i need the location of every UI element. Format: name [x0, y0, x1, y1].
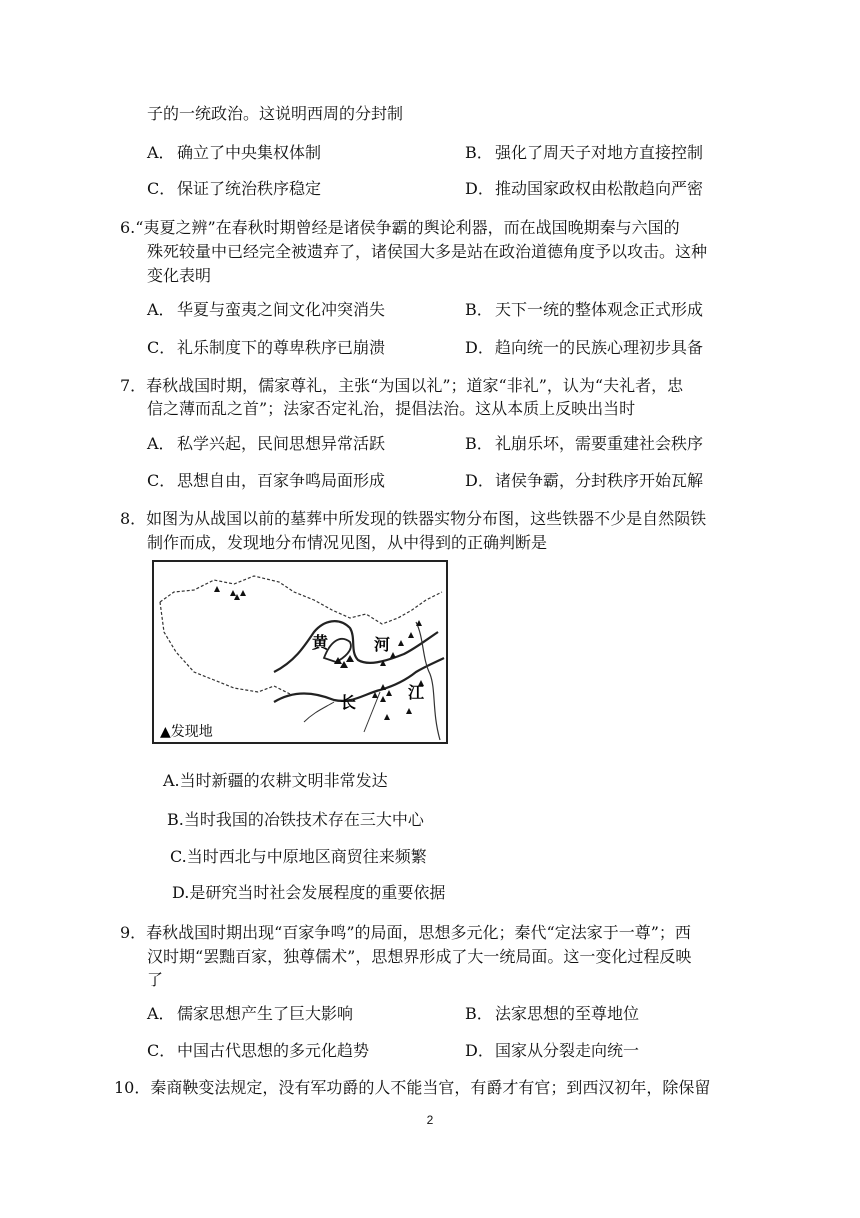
- option-label: D．: [465, 471, 494, 490]
- option-label: B．: [465, 300, 493, 319]
- option-label: B．: [465, 1004, 493, 1023]
- map-label-huang: 黄: [312, 633, 329, 652]
- option-text: 天下一统的整体观念正式形成: [495, 300, 704, 319]
- q5-stem-continuation: 子的一统政治。这说明西周的分封制: [147, 104, 404, 123]
- option-label: D．: [465, 338, 494, 357]
- q7-option-c[interactable]: [147, 470, 385, 492]
- find-marker: [380, 684, 386, 690]
- option-text: 礼乐制度下的尊卑秩序已崩溃: [177, 338, 386, 357]
- option-label: A．: [147, 434, 175, 453]
- q5-option-c[interactable]: [147, 178, 321, 200]
- q7-stem-line2: 信之薄而乱之首”；法家否定礼治，提倡法治。这从本质上反映出当时: [147, 399, 636, 418]
- find-marker: [340, 661, 348, 668]
- map-label-he: 河: [374, 635, 391, 654]
- find-marker: [214, 586, 220, 592]
- option-label: C．: [147, 179, 176, 198]
- q10-stem-line1: 10．秦商鞅变法规定，没有军功爵的人不能当官，有爵才有官；到西汉初年，除保留: [114, 1078, 711, 1097]
- option-text: 儒家思想产生了巨大影响: [177, 1004, 354, 1023]
- find-marker: [408, 632, 414, 638]
- q6-option-b[interactable]: [465, 299, 703, 321]
- option-text: 确立了中央集权体制: [177, 143, 322, 162]
- option-label: C．: [147, 338, 176, 357]
- q6-stem-line2: 殊死较量中已经完全被遗弃了，诸侯国大多是站在政治道德角度予以攻击。这种: [147, 242, 708, 261]
- q8-option-c[interactable]: C.当时西北与中原地区商贸往来频繁: [170, 847, 427, 866]
- option-label: B．: [465, 143, 493, 162]
- q7-option-a[interactable]: [147, 433, 385, 455]
- option-text: 保证了统治秩序稳定: [177, 179, 322, 198]
- option-label: C．: [147, 471, 176, 490]
- find-marker: [390, 652, 396, 658]
- q8-option-a[interactable]: A.当时新疆的农耕文明非常发达: [163, 771, 388, 790]
- option-text: 中国古代思想的多元化趋势: [177, 1041, 370, 1060]
- option-label: B．: [465, 434, 493, 453]
- find-marker: [240, 590, 246, 596]
- q6-stem-line3: 变化表明: [147, 266, 212, 285]
- option-label: A．: [147, 300, 175, 319]
- find-marker: [334, 657, 342, 664]
- map-label-chang: 长: [340, 693, 357, 712]
- q9-option-a[interactable]: [147, 1003, 353, 1025]
- q9-option-b[interactable]: [465, 1003, 639, 1025]
- yellow-river-line: [274, 621, 438, 672]
- q9-stem-line3: 了: [147, 970, 164, 989]
- find-marker: [384, 714, 390, 720]
- find-marker: [406, 708, 412, 714]
- border-line-north: [160, 576, 442, 624]
- find-markers: [214, 586, 424, 720]
- q9-stem-line2: 汉时期“罢黜百家，独尊儒术”，思想界形成了大一统局面。这一变化过程反映: [147, 947, 692, 966]
- option-text: 法家思想的至尊地位: [495, 1004, 640, 1023]
- find-marker: [230, 590, 236, 596]
- option-label: D．: [465, 1041, 494, 1060]
- border-line-west: [160, 602, 290, 694]
- q8-option-d[interactable]: D.是研究当时社会发展程度的重要依据: [172, 883, 446, 902]
- find-marker: [346, 655, 354, 662]
- option-label: A．: [147, 1004, 175, 1023]
- option-text: 华夏与蛮夷之间文化冲突消失: [177, 300, 386, 319]
- q8-stem-line1: 8．如图为从战国以前的墓葬中所发现的铁器实物分布图，这些铁器不少是自然陨铁: [120, 509, 707, 528]
- option-text: 私学兴起，民间思想异常活跃: [177, 434, 386, 453]
- q8-stem-line2: 制作而成，发现地分布情况见图，从中得到的正确判断是: [147, 533, 548, 552]
- q7-option-b[interactable]: [465, 433, 703, 455]
- option-label: A．: [147, 143, 175, 162]
- q6-option-d[interactable]: [465, 337, 703, 359]
- find-marker: [398, 640, 404, 646]
- map-drawing: [154, 562, 446, 742]
- q5-option-a[interactable]: [147, 142, 321, 164]
- tributary-line: [304, 702, 334, 722]
- page-number: 2: [426, 1113, 434, 1127]
- q6-option-a[interactable]: [147, 299, 385, 321]
- option-text: 推动国家政权由松散趋向严密: [495, 179, 704, 198]
- option-label: D．: [465, 179, 494, 198]
- q6-stem-line1: 6.“夷夏之辨”在春秋时期曾经是诸侯争霸的舆论利器，而在战国晚期秦与六国的: [120, 218, 680, 237]
- q6-option-c[interactable]: [147, 337, 385, 359]
- option-text: 国家从分裂走向统一: [495, 1041, 640, 1060]
- find-marker: [386, 690, 392, 696]
- find-marker: [380, 696, 386, 702]
- option-text: 礼崩乐坏，需要重建社会秩序: [495, 434, 704, 453]
- option-text: 强化了周天子对地方直接控制: [495, 143, 704, 162]
- iron-artifact-distribution-map: [152, 560, 448, 744]
- q5-option-d[interactable]: [465, 178, 703, 200]
- option-text: 思想自由，百家争鸣局面形成: [177, 471, 386, 490]
- map-label-jiang: 江: [408, 683, 425, 702]
- option-label: C．: [147, 1041, 176, 1060]
- q9-stem-line1: 9．春秋战国时期出现“百家争鸣”的局面，思想多元化；秦代“定法家于一尊”；西: [120, 923, 691, 942]
- q9-option-c[interactable]: [147, 1040, 369, 1062]
- q7-option-d[interactable]: [465, 470, 703, 492]
- q8-option-b[interactable]: B.当时我国的冶铁技术存在三大中心: [167, 810, 424, 829]
- option-text: 诸侯争霸，分封秩序开始瓦解: [495, 471, 704, 490]
- q9-option-d[interactable]: [465, 1040, 639, 1062]
- q5-option-b[interactable]: [465, 142, 703, 164]
- q7-stem-line1: 7．春秋战国时期，儒家尊礼，主张“为国以礼”；道家“非礼”，认为“夫礼者，忠: [120, 376, 684, 395]
- option-text: 趋向统一的民族心理初步具备: [495, 338, 704, 357]
- map-legend: ▲发现地: [160, 724, 213, 740]
